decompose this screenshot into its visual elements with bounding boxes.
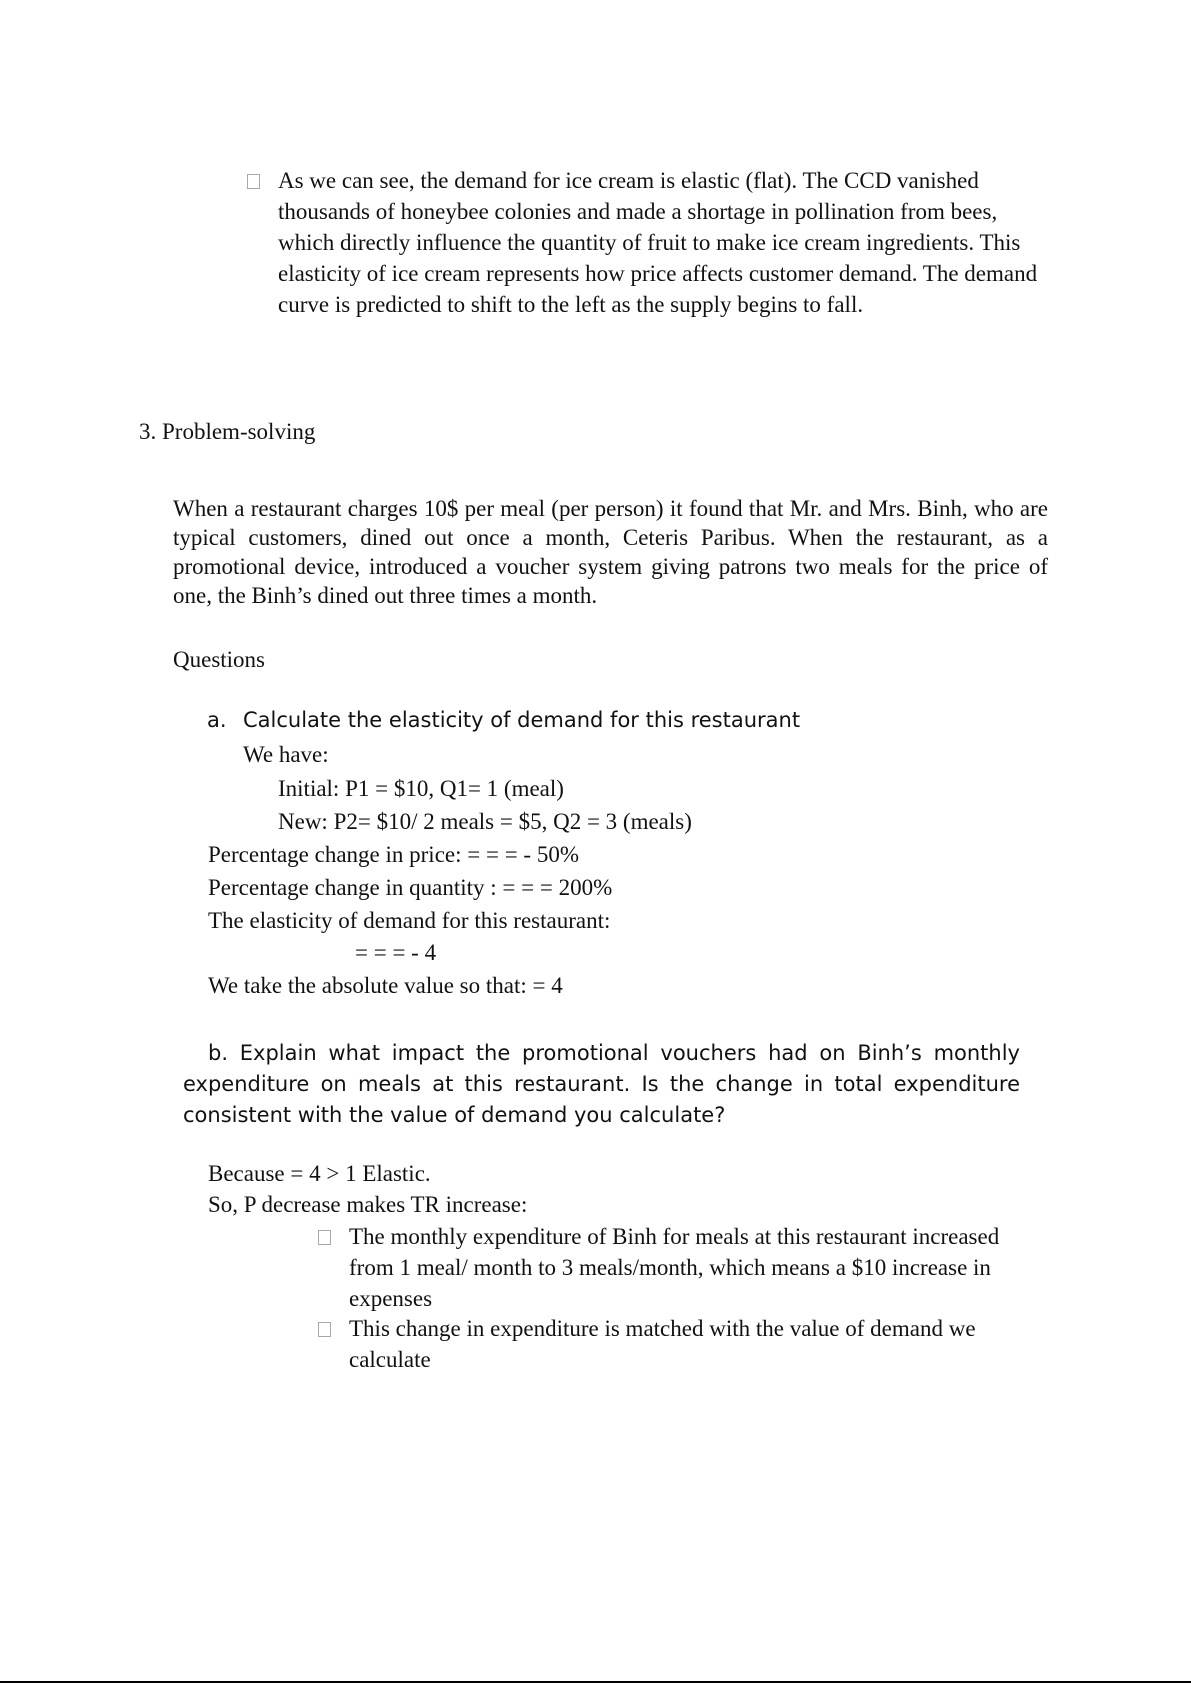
ice-cream-paragraph: As we can see, the demand for ice cream is elastic (flat). The CCD vanished thousands of honeybee colonies and made a shortage in pollination from bees, which directly influence the quantity of fruit to make ice cream ingredients. This elasticity of ice cream represents how price affects customer demand. The demand curve is predicted to shift to the left as the supply begins to fall.: [278, 168, 1038, 317]
initial-values: Initial: P1 = $10, Q1= 1 (meal): [278, 776, 564, 801]
absolute-value-line: We take the absolute value so that: = 4: [208, 973, 563, 998]
section-heading: 3. Problem-solving: [139, 419, 316, 444]
bullet-box-icon: [318, 1322, 331, 1337]
percentage-change-quantity: Percentage change in quantity : = = = 200%: [208, 875, 613, 900]
bullet-box-icon: [318, 1230, 331, 1245]
elasticity-label: The elasticity of demand for this restaurant:: [208, 908, 611, 933]
questions-label: Questions: [173, 647, 265, 672]
because-line: Because = 4 > 1 Elastic.: [208, 1161, 431, 1186]
new-values: New: P2= $10/ 2 meals = $5, Q2 = 3 (meals): [278, 809, 692, 834]
expenditure-bullet-text: The monthly expenditure of Binh for meals at this restaurant increased from 1 meal/ month to 3 meals/month, which means a $10 increase in expenses: [349, 1224, 1000, 1311]
percentage-change-price: Percentage change in price: = = = - 50%: [208, 842, 579, 867]
so-line: So, P decrease makes TR increase:: [208, 1192, 528, 1217]
page-bottom-rule: [0, 1681, 1191, 1683]
elasticity-formula: = = = - 4: [355, 940, 437, 965]
bullet-box-icon: [247, 174, 260, 189]
question-b-text: b. Explain what impact the promotional vouchers had on Binh’s monthly expenditure on meals at this restaurant. Is the change in total expenditure consistent with the value of demand you calculate?: [183, 1041, 1020, 1127]
problem-intro: When a restaurant charges 10$ per meal (per person) it found that Mr. and Mrs. Binh, who are typical customers, dined out once a month, Ceteris Paribus. When the restaurant, as a promotional device, introduced a voucher system giving patrons two meals for the price of one, the Binh’s dined out three times a month.: [173, 496, 1048, 608]
match-bullet-text: This change in expenditure is matched with the value of demand we calculate: [349, 1316, 976, 1372]
we-have-label: We have:: [243, 742, 329, 767]
question-a-marker: a.: [207, 708, 227, 732]
question-a-text: Calculate the elasticity of demand for this restaurant: [243, 708, 801, 732]
